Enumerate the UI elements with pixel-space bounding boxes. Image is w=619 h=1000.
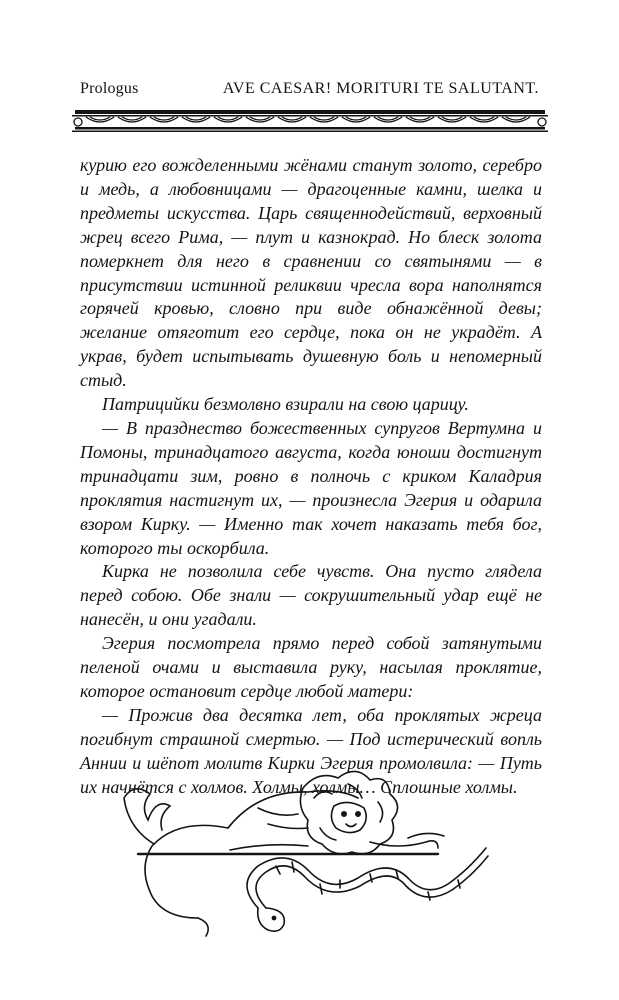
paragraph-2: Патрицийки безмолвно взирали на свою царицу. [102,394,469,415]
paragraph-4: Кирка не позволила себе чувств. Она пусто глядела перед собою. Обе знали — сокрушительный удар ещё не нанесён, и они угадали. [80,561,542,630]
section-title: Prologus [80,80,139,97]
running-head [80,80,539,100]
lion-and-serpent-illustration [108,758,508,940]
architectural-frieze-ornament [72,107,548,133]
page-body [80,154,542,799]
paragraph-6: — Прожив два десятка лет, оба проклятых жреца погибнут страшной смертью. — Под истерический вопль Аннии и шёпот молитв Кирки Эгерия промолвила: — Путь их начнётся с холмов. Холмы, холмы… Сплошные холмы. [80,704,542,797]
paragraph-3: — В празднество божественных супругов Вертумна и Помоны, тринадцатого августа, когда юноши достигнут тринадцати зим, ровно в полночь с криком Каладрия проклятия настигнут их, — произнесла Эгерия и одарила взором Кирку. — Именно так хочет наказать тебя бог, которого ты оскорбила. [80,417,542,558]
paragraph-1: курию его вожделенными жёнами станут золото, серебро и медь, а любовницами — драгоценные камни, шелка и предметы искусства. Царь священнодействий, верховный жрец всего Рима, — плут и казнокрад. Но блеск золота померкнет для него в сравнении со святынями — в присутствии истинной реликвии чресла вора наполнятся горячей кровью, словно при виде обнажённой девы; желание отяготит его сердце, пока он не украдёт. А украв, будет испытывать душевную боль и непомерный стыд. [80,155,542,391]
chapter-title: AVE CAESAR! MORITURI TE SALUTANT. [222,80,539,97]
paragraph-5: Эгерия посмотрела прямо перед собой затянутыми пеленой очами и выставила руку, насылая проклятие, которое остановит сердце любой матери: [80,633,542,701]
